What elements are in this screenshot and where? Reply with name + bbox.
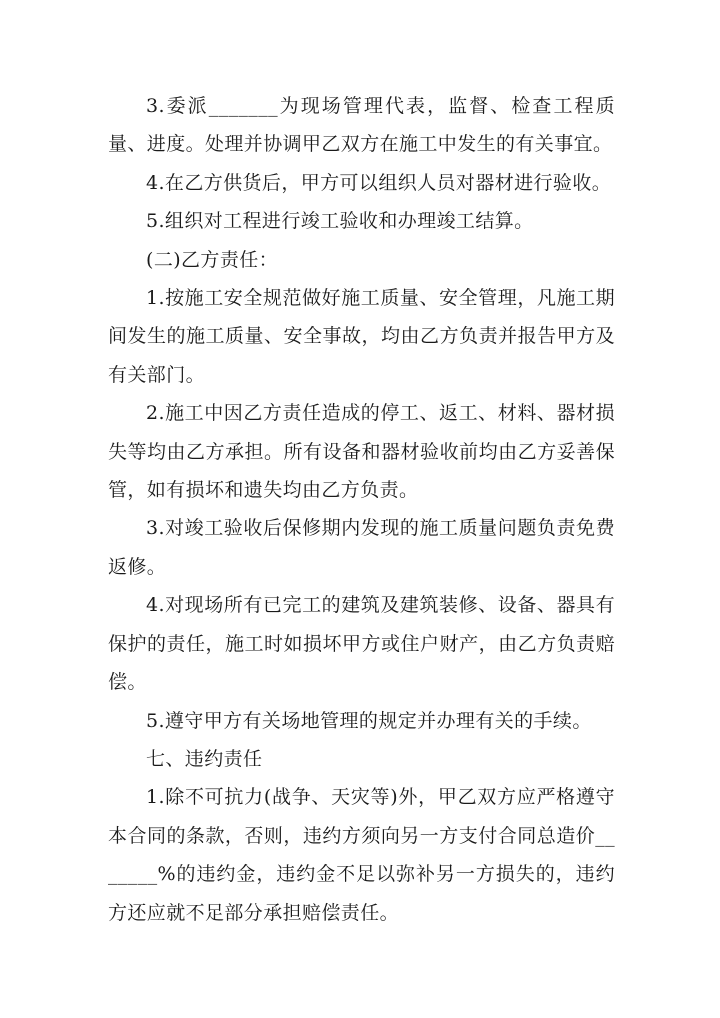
clause-party-a-3: 3.委派_______为现场管理代表，监督、检查工程质量、进度。处理并协调甲乙双方在施工中发生的有关事宜。 xyxy=(108,95,615,156)
clause-party-b-5: 5.遵守甲方有关场地管理的规定并办理有关的手续。 xyxy=(146,709,592,732)
clause-party-b-2: 2.施工中因乙方责任造成的停工、返工、材料、器材损失等均由乙方承担。所有设备和器材验收前均由乙方妥善保管，如有损坏和遗失均由乙方负责。 xyxy=(108,402,615,502)
section-heading-party-b: (二)乙方责任： xyxy=(146,248,279,271)
section-heading-breach: 七、违约责任 xyxy=(146,747,263,770)
clause-breach-1: 1.除不可抗力(战争、天灾等)外，甲乙双方应严格遵守本合同的条款，否则，违约方须向另一方支付合同总造价_______%的违约金，违约金不足以弥补另一方损失的，违约方还应就不足部分承担赔偿责任。 xyxy=(108,786,615,924)
clause-party-b-4: 4.对现场所有已完工的建筑及建筑装修、设备、器具有保护的责任，施工时如损坏甲方或住户财产，由乙方负责赔偿。 xyxy=(108,594,615,694)
clause-party-a-5: 5.组织对工程进行竣工验收和办理竣工结算。 xyxy=(146,210,534,233)
clause-party-a-4: 4.在乙方供货后，甲方可以组织人员对器材进行验收。 xyxy=(146,171,612,194)
document-page xyxy=(108,87,615,932)
clause-party-b-1: 1.按施工安全规范做好施工质量、安全管理，凡施工期间发生的施工质量、安全事故，均由乙方负责并报告甲方及有关部门。 xyxy=(108,287,615,386)
clause-party-b-3: 3.对竣工验收后保修期内发现的施工质量问题负责免费返修。 xyxy=(108,517,615,578)
